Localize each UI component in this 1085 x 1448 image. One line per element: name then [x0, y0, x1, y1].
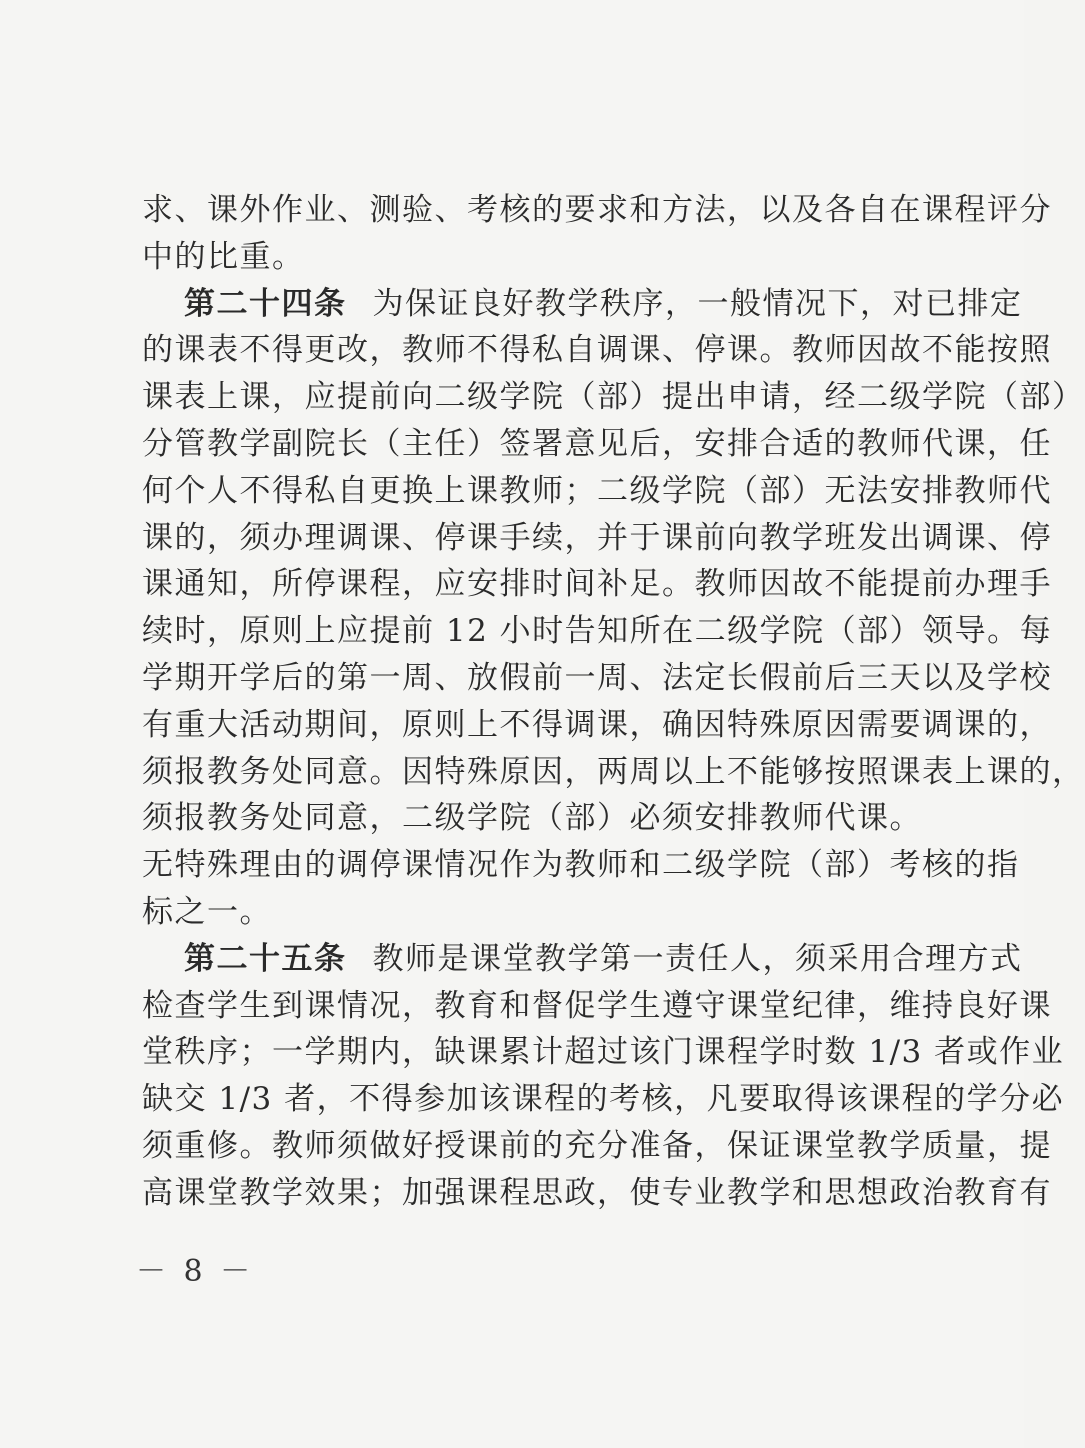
- article-24-first-line: [142, 281, 1023, 328]
- article-25-heading: 第二十五条: [184, 940, 347, 977]
- article-25-first-line: [142, 936, 1023, 983]
- article-24-text: 为保证良好教学秩序，一般情况下，对已排定: [372, 285, 1023, 322]
- article-24-heading: 第二十四条: [184, 285, 347, 322]
- text-line: 须重修。教师须做好授课前的充分准备，保证课堂教学质量，提: [142, 1127, 1052, 1164]
- article-25-text: 教师是课堂教学第一责任人，须采用合理方式: [372, 940, 1023, 977]
- text-line: 标之一。: [142, 893, 272, 930]
- text-line: 分管教学副院长（主任）签署意见后，安排合适的教师代课，任: [142, 425, 1052, 462]
- text-line: 高课堂教学效果；加强课程思政，使专业教学和思想政治教育有: [142, 1174, 1052, 1211]
- text-line: 检查学生到课情况，教育和督促学生遵守课堂纪律，维持良好课: [142, 987, 1052, 1024]
- body-text: [142, 187, 1085, 1217]
- text-line: 有重大活动期间，原则上不得调课，确因特殊原因需要调课的，: [142, 706, 1052, 743]
- text-line: 求、课外作业、测验、考核的要求和方法，以及各自在课程评分: [142, 192, 1052, 228]
- text-line: 堂秩序；一学期内，缺课累计超过该门课程学时数 1/3 者或作业: [142, 1034, 1065, 1071]
- text-line: 课的，须办理调课、停课手续，并于课前向教学班发出调课、停: [142, 519, 1052, 556]
- text-line: 须报教务处同意，二级学院（部）必须安排教师代课。: [142, 800, 922, 837]
- page-number: － 8 －: [136, 1254, 255, 1289]
- paragraph-first-line: 无特殊理由的调停课情况作为教师和二级学院（部）考核的指: [142, 847, 1020, 884]
- text-line: 须报教务处同意。因特殊原因，两周以上不能够按照课表上课的，: [142, 753, 1085, 790]
- text-line: 缺交 1/3 者，不得参加该课程的考核，凡要取得该课程的学分必: [142, 1081, 1065, 1118]
- text-line: 中的比重。: [142, 238, 305, 275]
- text-line: 课表上课，应提前向二级学院（部）提出申请，经二级学院（部）: [142, 379, 1085, 416]
- text-line: 学期开学后的第一周、放假前一周、法定长假前后三天以及学校: [142, 659, 1052, 696]
- text-line: 的课表不得更改，教师不得私自调课、停课。教师因故不能按照: [142, 332, 1052, 369]
- text-line: 课通知，所停课程，应安排时间补足。教师因故不能提前办理手: [142, 566, 1052, 603]
- text-line: 续时，原则上应提前 12 小时告知所在二级学院（部）领导。每: [142, 613, 1053, 650]
- text-line: 何个人不得私自更换上课教师；二级学院（部）无法安排教师代: [142, 472, 1052, 509]
